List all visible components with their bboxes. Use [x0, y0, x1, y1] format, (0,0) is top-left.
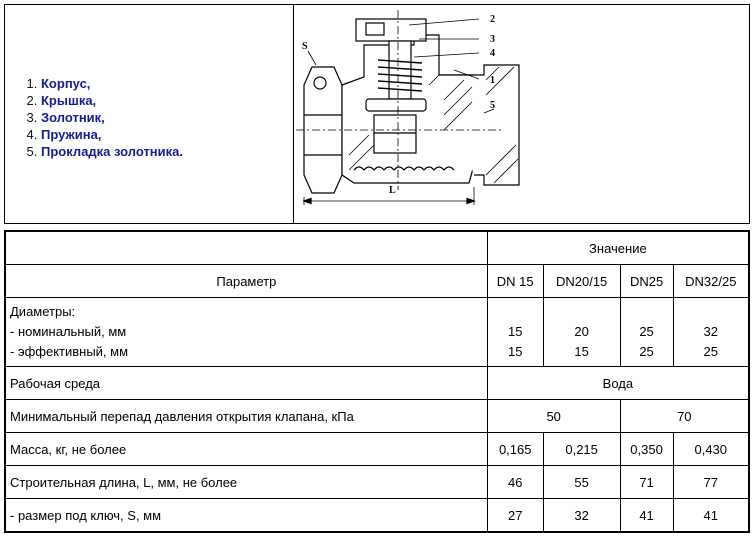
table-row — [5, 400, 749, 433]
diameter-cell: 15 15 — [487, 298, 543, 367]
callout-3: 3 — [490, 34, 495, 45]
size-header: DN25 — [620, 265, 673, 298]
parts-list-item: 2. Крышка, — [41, 92, 183, 109]
specifications-table — [4, 230, 750, 533]
length-value: 77 — [673, 466, 749, 499]
value-header: Значение — [487, 231, 749, 265]
size-header: DN20/15 — [543, 265, 620, 298]
wrench-value: 41 — [673, 499, 749, 533]
label-s: S — [302, 41, 308, 52]
diameter-cell: 32 25 — [673, 298, 749, 367]
wrench-value: 27 — [487, 499, 543, 533]
mass-value: 0,215 — [543, 433, 620, 466]
length-value: 71 — [620, 466, 673, 499]
table-row — [5, 298, 749, 367]
length-value: 46 — [487, 466, 543, 499]
callout-5: 5 — [490, 100, 495, 111]
mass-value: 0,350 — [620, 433, 673, 466]
pressure-value: 50 — [487, 400, 620, 433]
mass-label: Масса, кг, не более — [5, 433, 487, 466]
table-row — [5, 265, 749, 298]
label-l: L — [389, 185, 396, 196]
param-header: Параметр — [5, 265, 487, 298]
diameters-label-cell — [5, 298, 487, 367]
table-row — [5, 367, 749, 400]
wrench-label: - размер под ключ, S, мм — [5, 499, 487, 533]
diameters-title: Диаметры: — [10, 304, 76, 319]
table-row — [5, 499, 749, 533]
medium-value: Вода — [487, 367, 749, 400]
parts-legend-cell — [5, 5, 294, 223]
header-panel — [4, 4, 750, 224]
length-label: Строительная длина, L, мм, не более — [5, 466, 487, 499]
length-value: 55 — [543, 466, 620, 499]
parts-list-item: 4. Пружина, — [41, 126, 183, 143]
mass-value: 0,165 — [487, 433, 543, 466]
wrench-value: 32 — [543, 499, 620, 533]
parts-list-item: 5. Прокладка золотника. — [41, 143, 183, 160]
parts-list-item: 3. Золотник, — [41, 109, 183, 126]
table-row — [5, 231, 749, 265]
table-row — [5, 433, 749, 466]
medium-label: Рабочая среда — [5, 367, 487, 400]
callout-4: 4 — [490, 48, 495, 59]
callout-2: 2 — [490, 14, 495, 25]
size-header: DN32/25 — [673, 265, 749, 298]
valve-cross-section-drawing — [294, 5, 749, 223]
table-row — [5, 466, 749, 499]
diameter-cell: 25 25 — [620, 298, 673, 367]
pressure-value: 70 — [620, 400, 749, 433]
pressure-label: Минимальный перепад давления открытия клапана, кПа — [5, 400, 487, 433]
empty-header-cell — [5, 231, 487, 265]
effective-label: - эффективный, мм — [10, 344, 129, 359]
parts-list — [21, 75, 183, 160]
mass-value: 0,430 — [673, 433, 749, 466]
diameter-cell: 20 15 — [543, 298, 620, 367]
valve-drawing-cell — [294, 5, 749, 223]
parts-list-item: 1. Корпус, — [41, 75, 183, 92]
size-header: DN 15 — [487, 265, 543, 298]
callout-1: 1 — [490, 75, 495, 86]
wrench-value: 41 — [620, 499, 673, 533]
nominal-label: - номинальный, мм — [10, 324, 127, 339]
